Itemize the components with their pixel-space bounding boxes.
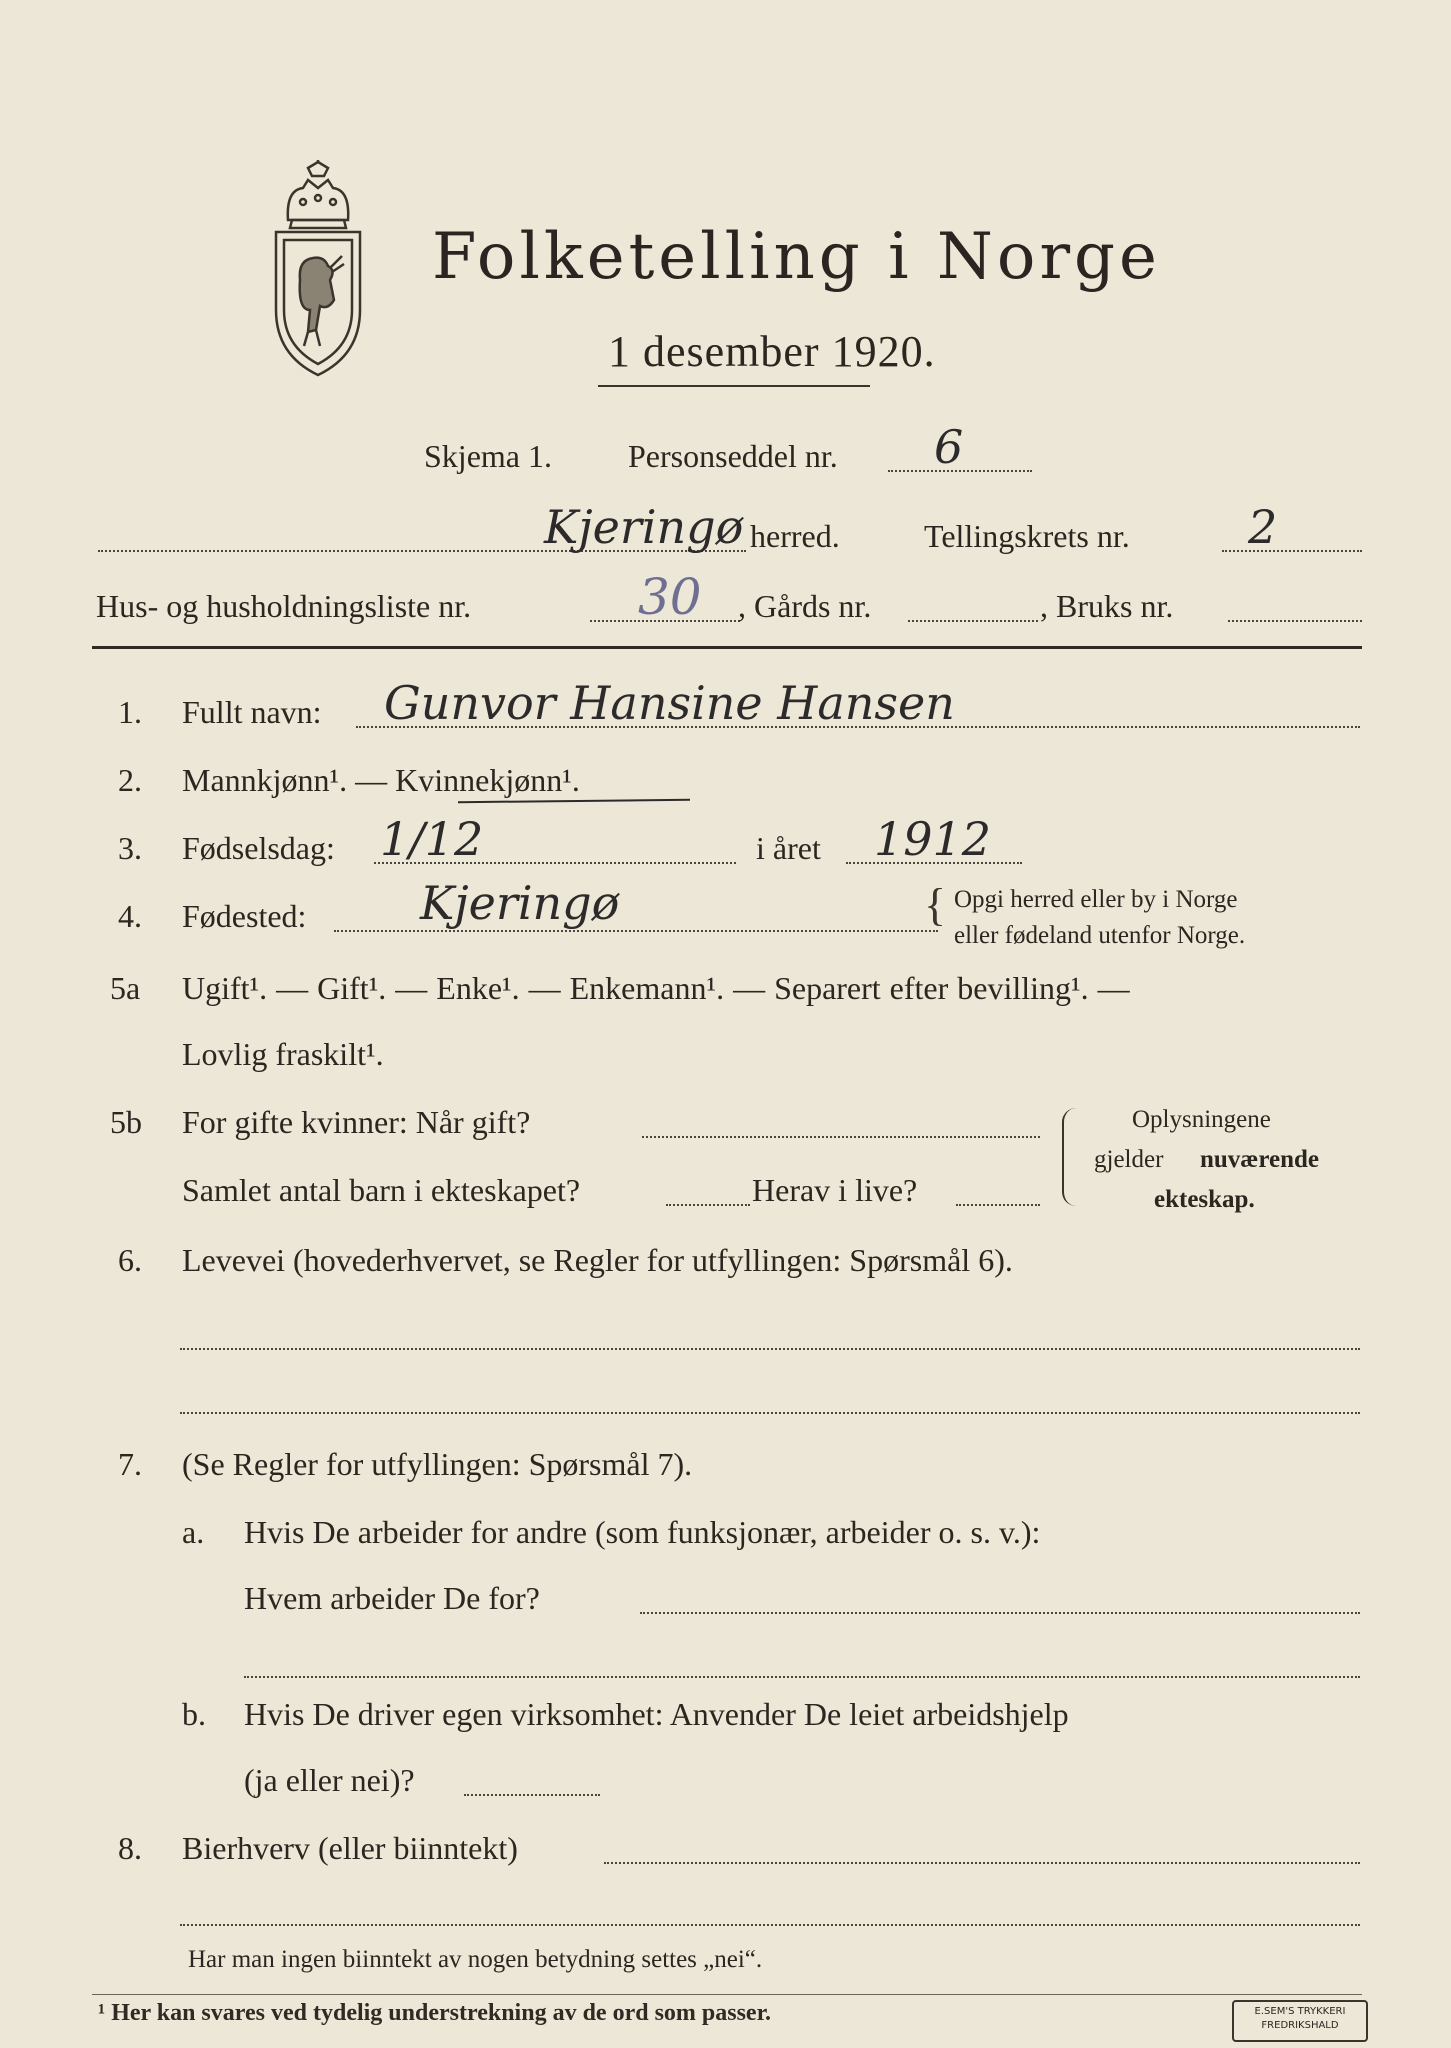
q5b-number: 5b xyxy=(110,1104,142,1140)
q5a-number: 5a xyxy=(110,970,141,1006)
birthplace-note-brace: { xyxy=(924,879,947,930)
children-alive-line xyxy=(956,1204,1040,1206)
herred-label: herred. xyxy=(750,518,840,554)
q7a-letter: a. xyxy=(182,1514,205,1550)
norway-coat-of-arms xyxy=(258,160,378,380)
form-title: Folketelling i Norge xyxy=(432,220,1161,294)
q3-label: Fødselsdag: xyxy=(182,830,335,866)
q7-label: (Se Regler for utfyllingen: Spørsmål 7). xyxy=(182,1446,693,1482)
children-count-line xyxy=(666,1204,750,1206)
full-name-value[interactable]: Gunvor Hansine Hansen xyxy=(384,676,955,730)
bruks-line xyxy=(1228,620,1362,622)
children-count-label: Samlet antal barn i ekteskapet? xyxy=(182,1172,581,1208)
occupation-line-1 xyxy=(180,1348,1360,1350)
tellingskrets-line xyxy=(1222,550,1362,552)
birthyear-value[interactable]: 1912 xyxy=(874,812,992,866)
marriage-note-bracket xyxy=(1062,1108,1078,1206)
marriage-note-line2a: gjelder xyxy=(1094,1146,1164,1173)
employer-line-2 xyxy=(244,1676,1360,1678)
title-underline xyxy=(598,385,870,387)
footer-note: Har man ingen biinntekt av nogen betydning settes „nei“. xyxy=(188,1946,763,1973)
marriage-note-line1: Oplysningene xyxy=(1132,1106,1271,1133)
q7a-label: Hvem arbeider De for? xyxy=(244,1580,540,1616)
hus-value[interactable]: 30 xyxy=(638,568,702,626)
marriage-note-line2b: nuværende xyxy=(1200,1146,1320,1173)
marital-status-options-line2: Lovlig fraskilt¹. xyxy=(182,1036,384,1072)
gards-line xyxy=(908,620,1038,622)
printer-stamp-line2: FREDRIKSHALD xyxy=(1261,2020,1339,2031)
year-label: i året xyxy=(756,830,821,866)
q6-number: 6. xyxy=(118,1242,142,1278)
skjema-label: Skjema 1. xyxy=(424,438,552,474)
hus-label: Hus- og husholdningsliste nr. xyxy=(96,588,472,624)
marital-status-options: Ugift¹. — Gift¹. — Enke¹. — Enkemann¹. — Separert efter bevilling¹. — xyxy=(182,970,1130,1006)
q7-number: 7. xyxy=(118,1446,142,1482)
q4-number: 4. xyxy=(118,898,142,934)
q7b-letter: b. xyxy=(182,1696,206,1732)
footer-rule xyxy=(92,1994,1362,1995)
herred-value[interactable]: Kjeringø xyxy=(544,500,744,554)
side-income-line-2 xyxy=(180,1924,1360,1926)
hired-help-line xyxy=(464,1794,600,1796)
employer-line-1 xyxy=(640,1612,1360,1614)
footnote: ¹ Her kan svares ved tydelig understrekning av de ord som passer. xyxy=(98,2000,772,2026)
tellingskrets-label: Tellingskrets nr. xyxy=(924,518,1130,554)
q7a-line1: Hvis De arbeider for andre (som funksjonær, arbeider o. s. v.): xyxy=(244,1514,1041,1550)
married-when-line xyxy=(642,1136,1040,1138)
q7b-line1: Hvis De driver egen virksomhet: Anvender De leiet arbeidshjelp xyxy=(244,1696,1069,1732)
printer-stamp xyxy=(1232,2000,1368,2042)
q1-label: Fullt navn: xyxy=(182,694,322,730)
bruks-label: , Bruks nr. xyxy=(1040,588,1174,624)
birthplace-value[interactable]: Kjeringø xyxy=(420,876,620,930)
q8-label: Bierhverv (eller biinntekt) xyxy=(182,1830,518,1866)
gards-label: , Gårds nr. xyxy=(738,588,872,624)
q8-number: 8. xyxy=(118,1830,142,1866)
birthplace-note-line1: Opgi herred eller by i Norge xyxy=(954,886,1238,913)
q3-number: 3. xyxy=(118,830,142,866)
census-date: 1 desember 1920. xyxy=(608,327,936,376)
q7b-label: (ja eller nei)? xyxy=(244,1762,415,1798)
printer-stamp-line1: E.SEM'S TRYKKERI xyxy=(1254,2006,1346,2017)
marriage-note-line3: ekteskap. xyxy=(1154,1186,1255,1213)
personseddel-label: Personseddel nr. xyxy=(628,438,838,474)
gender-underline xyxy=(458,799,690,803)
section-divider xyxy=(92,646,1362,649)
gender-options: Mannkjønn¹. — Kvinnekjønn¹. xyxy=(182,762,580,798)
tellingskrets-value[interactable]: 2 xyxy=(1248,500,1278,554)
q2-number: 2. xyxy=(118,762,142,798)
occupation-line-2 xyxy=(180,1412,1360,1414)
married-when-label: For gifte kvinner: Når gift? xyxy=(182,1104,531,1140)
side-income-line-1 xyxy=(604,1862,1360,1864)
children-alive-label: Herav i live? xyxy=(752,1172,918,1208)
birthplace-note-line2: eller fødeland utenfor Norge. xyxy=(954,922,1246,949)
birthdate-value[interactable]: 1/12 xyxy=(380,812,484,866)
q6-label: Levevei (hovederhvervet, se Regler for utfyllingen: Spørsmål 6). xyxy=(182,1242,1013,1278)
q1-number: 1. xyxy=(118,694,142,730)
birthplace-line xyxy=(334,930,938,932)
personseddel-value[interactable]: 6 xyxy=(934,420,964,474)
q4-label: Fødested: xyxy=(182,898,307,934)
